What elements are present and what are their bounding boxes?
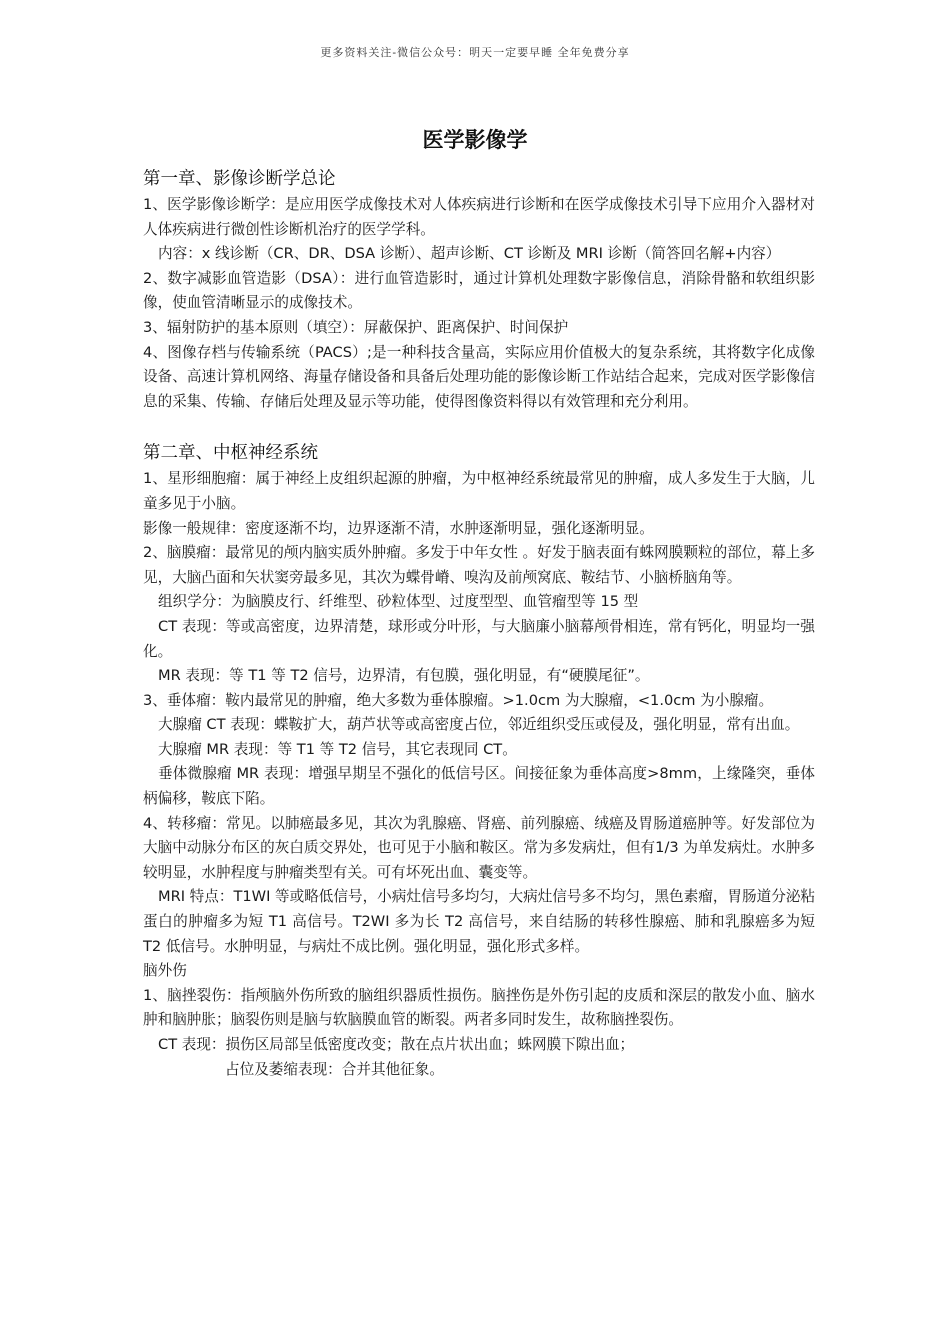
paragraph: 1、医学影像诊断学：是应用医学成像技术对人体疾病进行诊断和在医学成像技术引导下应用介入器材对人体疾病进行微创性诊断机治疗的医学学科。 [143,196,815,238]
paragraph: 内容：x 线诊断（CR、DR、DSA 诊断）、超声诊断、CT 诊断及 MRI 诊断（简答回名解+内容） [158,245,781,263]
paragraph: 影像一般规律：密度逐渐不均，边界逐渐不清，水肿逐渐明显，强化逐渐明显。 [143,519,654,537]
paragraph: 3、辐射防护的基本原则（填空）：屏蔽保护、距离保护、时间保护 [143,318,569,336]
paragraph: 2、脑膜瘤：最常见的颅内脑实质外肿瘤。多发于中年女性 。好发于脑表面有蛛网膜颗粒的部位，幕上多见，大脑凸面和矢状窦旁最多见，其次为蝶骨嵴、嗅沟及前颅窝底、鞍结节、小脑桥脑角等。 [143,544,815,586]
paragraph: MRI 特点：T1WI 等或略低信号，小病灶信号多均匀，大病灶信号多不均匀，黑色素瘤，胃肠道分泌粘蛋白的肿瘤多为短 T1 高信号。T2WI 多为长 T2 高信号，来自结肠的转移性腺癌、肺和乳腺癌多为短 T2 低信号。水肿明显，与病灶不成比例。强化明显，强化形式多样。 [143,888,816,955]
page-header-note: 更多资料关注-微信公众号：明天一定要早睡 全年免费分享 [320,46,630,59]
paragraph: 1、星形细胞瘤：属于神经上皮组织起源的肿瘤，为中枢神经系统最常见的肿瘤，成人多发生于大脑，儿童多见于小脑。 [143,470,815,512]
paragraph: 1、脑挫裂伤：指颅脑外伤所致的脑组织器质性损伤。脑挫伤是外伤引起的皮质和深层的散发小血、脑水肿和脑肿胀；脑裂伤则是脑与软脑膜血管的断裂。两者多同时发生，故称脑挫裂伤。 [143,986,815,1029]
chapter-1-heading: 第一章、影像诊断学总论 [143,169,336,189]
paragraph: CT 表现：等或高密度，边界清楚，球形或分叶形，与大脑廉小脑幕颅骨相连，常有钙化，明显均一强化。 [143,617,815,660]
chapter-2-heading: 第二章、中枢神经系统 [143,443,318,464]
paragraph: 3、垂体瘤：鞍内最常见的肿瘤，绝大多数为垂体腺瘤。>1.0cm 为大腺瘤，<1.0cm 为小腺瘤。 [143,691,774,709]
subsection-heading: 脑外伤 [143,962,187,980]
paragraph: CT 表现：损伤区局部呈低密度改变；散在点片状出血；蛛网膜下隙出血； [158,1036,635,1053]
paragraph: 大腺瘤 MR 表现：等 T1 等 T2 信号，其它表现同 CT。 [158,740,517,758]
paragraph: 4、转移瘤：常见。以肺癌最多见，其次为乳腺癌、肾癌、前列腺癌、绒癌及胃肠道癌肿等。好发部位为大脑中动脉分布区的灰白质交界处，也可见于小脑和鞍区。常为多发病灶，但有1/3 为单发病灶。水肿多较明显，水肿程度与肿瘤类型有关。可有坏死出血、囊变等。 [143,814,815,881]
paragraph: 垂体微腺瘤 MR 表现：增强早期呈不强化的低信号区。间接征象为垂体高度>8mm，上缘隆突，垂体柄偏移，鞍底下陷。 [143,765,815,808]
document-body [143,165,815,1082]
paragraph: 2、数字减影血管造影（DSA）：进行血管造影时，通过计算机处理数字影像信息，消除骨骼和软组织影像，使血管清晰显示的成像技术。 [143,269,815,312]
paragraph: 4、图像存档与传输系统（PACS）;是一种科技含量高，实际应用价值极大的复杂系统，其将数字化成像设备、高速计算机网络、海量存储设备和具备后处理功能的影像诊断工作站结合起来，完成对医学影像信息的采集、传输、存储后处理及显示等功能，使得图像资料得以有效管理和充分利用。 [143,343,815,410]
paragraph: 占位及萎缩表现：合并其他征象。 [225,1060,444,1078]
section-gap [143,414,815,439]
document-title: 医学影像学 [422,128,528,152]
paragraph: MR 表现：等 T1 等 T2 信号，边界清，有包膜，强化明显，有“硬膜尾征”。 [158,667,650,685]
paragraph: 组织学分：为脑膜皮行、纤维型、砂粒体型、过度型型、血管瘤型等 15 型 [158,593,639,611]
paragraph: 大腺瘤 CT 表现：蝶鞍扩大，葫芦状等或高密度占位，邻近组织受压或侵及，强化明显，常有出血。 [158,716,800,734]
